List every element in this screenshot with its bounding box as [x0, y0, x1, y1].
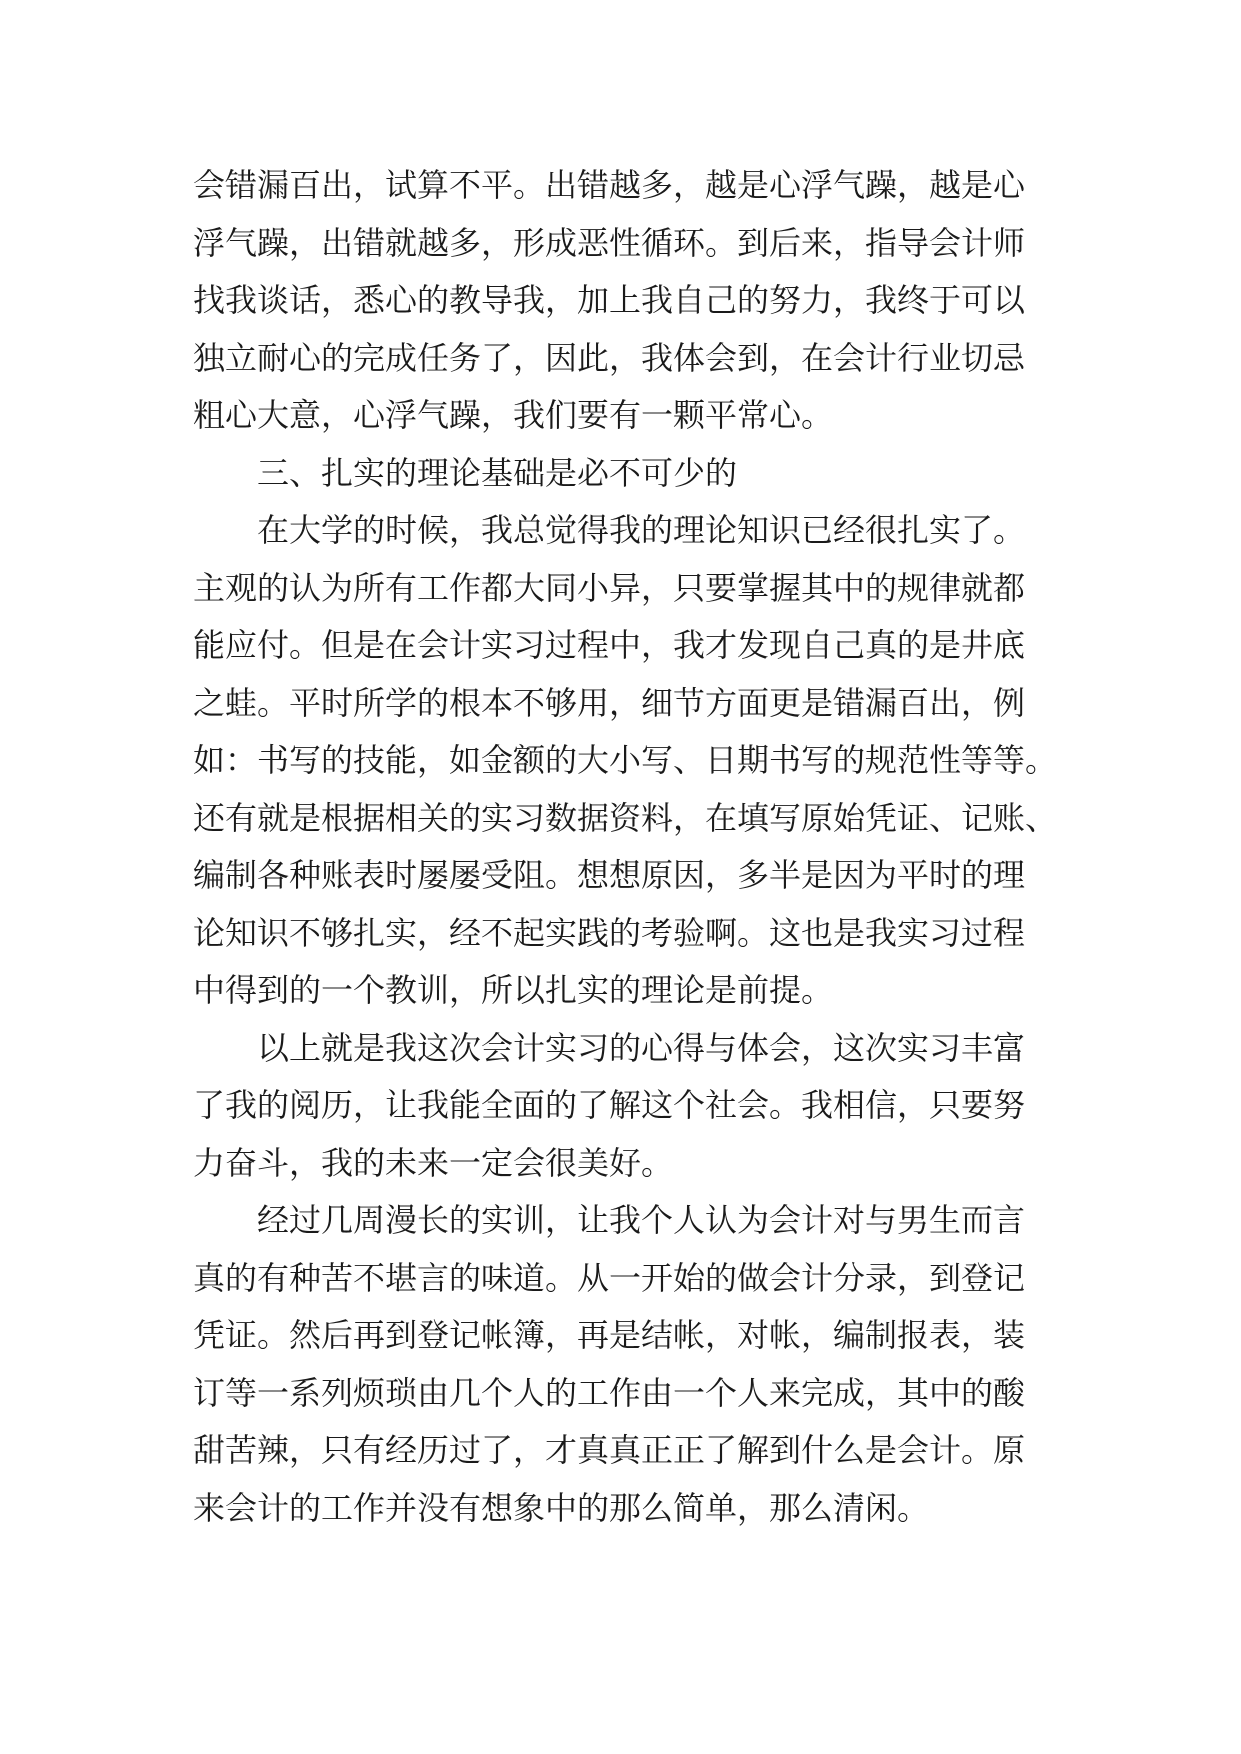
text-line: 之蛙。平时所学的根本不够用，细节方面更是错漏百出，例: [193, 683, 1026, 722]
text-line: 能应付。但是在会计实习过程中，我才发现自己真的是井底: [193, 626, 1026, 664]
text-line: 浮气躁，出错就越多，形成恶性循环。到后来，指导会计师: [193, 223, 1026, 262]
text-line: 订等一系列烦琐由几个人的工作由一个人来完成，其中的酸: [193, 1373, 1026, 1412]
text-line: 中得到的一个教训，所以扎实的理论是前提。: [193, 971, 834, 1009]
text-line: 主观的认为所有工作都大同小异，只要掌握其中的规律就都: [193, 568, 1026, 607]
text-line: 甜苦辣，只有经历过了，才真真正正了解到什么是会计。原: [193, 1431, 1026, 1469]
text-line: 如：书写的技能，如金额的大小写、日期书写的规范性等等。: [193, 741, 1058, 779]
document-body: [193, 157, 1073, 1537]
text-line: 论知识不够扎实，经不起实践的考验啊。这也是我实习过程: [193, 913, 1026, 952]
text-line: 还有就是根据相关的实习数据资料，在填写原始凭证、记账、: [193, 798, 1058, 837]
text-line: 经过几周漫长的实训，让我个人认为会计对与男生而言: [257, 1201, 1026, 1239]
text-line: 在大学的时候，我总觉得我的理论知识已经很扎实了。: [257, 511, 1026, 549]
text-line: 编制各种账表时屡屡受阻。想想原因，多半是因为平时的理: [193, 856, 1026, 894]
text-line: 凭证。然后再到登记帐簿，再是结帐，对帐，编制报表，装: [193, 1316, 1026, 1354]
text-line: 真的有种苦不堪言的味道。从一开始的做会计分录，到登记: [193, 1258, 1026, 1297]
text-line: 粗心大意，心浮气躁，我们要有一颗平常心。: [193, 396, 834, 434]
text-line: 以上就是我这次会计实习的心得与体会，这次实习丰富: [257, 1028, 1026, 1067]
text-line: 来会计的工作并没有想象中的那么简单，那么清闲。: [193, 1488, 930, 1527]
text-line: 了我的阅历，让我能全面的了解这个社会。我相信，只要努: [193, 1086, 1026, 1124]
text-line: 力奋斗，我的未来一定会很美好。: [193, 1143, 674, 1182]
text-line: 找我谈话，悉心的教导我，加上我自己的努力，我终于可以: [193, 281, 1026, 319]
text-line: 会错漏百出，试算不平。出错越多，越是心浮气躁，越是心: [193, 166, 1026, 204]
text-line: 三、扎实的理论基础是必不可少的: [257, 453, 738, 492]
text-line: 独立耐心的完成任务了，因此，我体会到，在会计行业切忌: [193, 338, 1026, 377]
